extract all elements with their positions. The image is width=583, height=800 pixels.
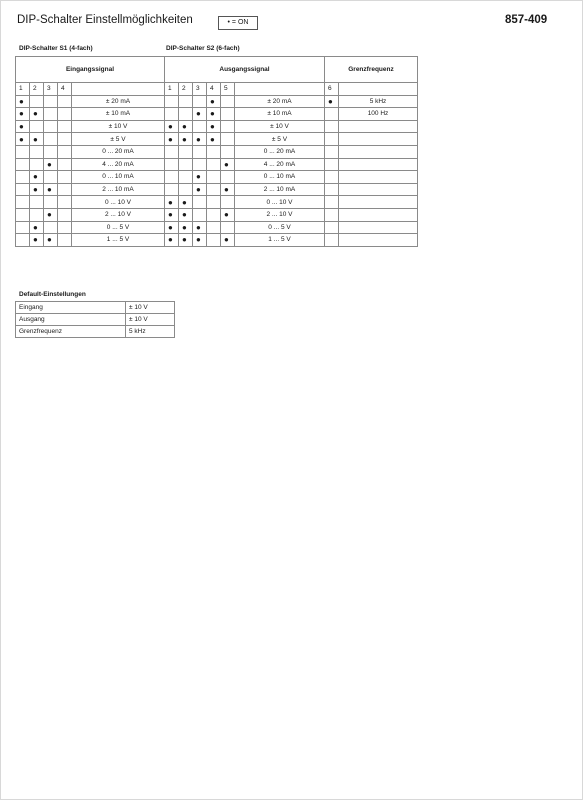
s1-switch-state bbox=[58, 108, 72, 121]
s2-switch-state bbox=[165, 183, 179, 196]
output-signal-value: 0 ... 5 V bbox=[235, 221, 325, 234]
output-signal-value: ± 10 mA bbox=[235, 108, 325, 121]
input-signal-value: 0 ... 5 V bbox=[72, 221, 165, 234]
s2-switch-6-state bbox=[325, 120, 339, 133]
output-signal-value: ± 20 mA bbox=[235, 95, 325, 108]
s1-switch-state: ● bbox=[30, 183, 44, 196]
s1-switch-state bbox=[58, 183, 72, 196]
s2-switch-state bbox=[179, 171, 193, 184]
s2-switch-state: ● bbox=[179, 221, 193, 234]
empty-cell bbox=[339, 183, 418, 196]
empty-cell bbox=[339, 145, 418, 158]
default-settings-table bbox=[15, 301, 175, 338]
empty-cell bbox=[339, 208, 418, 221]
table-row bbox=[16, 120, 418, 133]
s1-switch-state: ● bbox=[16, 95, 30, 108]
s2-switch-6-state bbox=[325, 171, 339, 184]
s1-switch-state bbox=[58, 208, 72, 221]
empty-cell bbox=[339, 83, 418, 96]
table-row bbox=[16, 196, 418, 209]
table-row bbox=[16, 302, 175, 314]
dip-s1-label: DIP-Schalter S1 (4-fach) bbox=[19, 45, 93, 52]
s2-switch-state bbox=[193, 145, 207, 158]
input-signal-value: ± 20 mA bbox=[72, 95, 165, 108]
s2-switch-state: ● bbox=[165, 196, 179, 209]
s2-switch-state bbox=[221, 145, 235, 158]
empty-cell bbox=[339, 234, 418, 247]
s1-switch-state bbox=[44, 221, 58, 234]
s2-switch-state bbox=[193, 158, 207, 171]
empty-cell bbox=[72, 83, 165, 96]
default-settings-body bbox=[16, 302, 175, 338]
s1-switch-state bbox=[44, 133, 58, 146]
table-row bbox=[16, 145, 418, 158]
s2-switch-state bbox=[179, 108, 193, 121]
s1-switch-state bbox=[16, 158, 30, 171]
empty-cell bbox=[339, 221, 418, 234]
empty-cell bbox=[339, 196, 418, 209]
empty-cell bbox=[235, 83, 325, 96]
s2-switch-state bbox=[165, 95, 179, 108]
input-signal-value: 2 ... 10 V bbox=[72, 208, 165, 221]
s2-switch-number: 2 bbox=[179, 83, 193, 96]
on-legend: • = ON bbox=[218, 16, 258, 30]
s1-switch-state bbox=[58, 95, 72, 108]
empty-cell bbox=[339, 133, 418, 146]
s1-switch-state bbox=[16, 221, 30, 234]
table-row bbox=[16, 314, 175, 326]
page-title: DIP-Schalter Einstellmöglichkeiten bbox=[17, 14, 193, 26]
output-signal-header: Ausgangssignal bbox=[165, 57, 325, 83]
input-signal-value: 2 ... 10 mA bbox=[72, 183, 165, 196]
s2-switch-state: ● bbox=[165, 234, 179, 247]
s1-switch-state bbox=[44, 95, 58, 108]
s1-switch-state bbox=[44, 196, 58, 209]
s1-switch-state bbox=[58, 158, 72, 171]
s1-switch-state bbox=[58, 196, 72, 209]
default-value: 5 kHz bbox=[126, 326, 175, 338]
s2-switch-state: ● bbox=[221, 158, 235, 171]
s1-switch-state bbox=[16, 234, 30, 247]
s2-switch-state: ● bbox=[207, 108, 221, 121]
s1-switch-state bbox=[58, 120, 72, 133]
s2-switch-6-state bbox=[325, 133, 339, 146]
s2-switch-number: 3 bbox=[193, 83, 207, 96]
default-value: ± 10 V bbox=[126, 314, 175, 326]
s2-switch-6-state bbox=[325, 234, 339, 247]
s2-switch-6-state bbox=[325, 208, 339, 221]
input-signal-value: 1 ... 5 V bbox=[72, 234, 165, 247]
s1-switch-state bbox=[16, 208, 30, 221]
s2-switch-state bbox=[207, 158, 221, 171]
s2-switch-state bbox=[221, 196, 235, 209]
s2-switch-state bbox=[179, 95, 193, 108]
s2-switch-state bbox=[193, 196, 207, 209]
table-row bbox=[16, 221, 418, 234]
s2-switch-6-state bbox=[325, 183, 339, 196]
s2-switch-number: 4 bbox=[207, 83, 221, 96]
output-signal-value: ± 5 V bbox=[235, 133, 325, 146]
s2-switch-state bbox=[207, 183, 221, 196]
s2-switch-state: ● bbox=[221, 234, 235, 247]
s1-switch-state bbox=[44, 145, 58, 158]
s1-switch-state bbox=[16, 145, 30, 158]
output-signal-value: 0 ... 10 mA bbox=[235, 171, 325, 184]
output-signal-value: 2 ... 10 mA bbox=[235, 183, 325, 196]
s2-switch-state: ● bbox=[179, 208, 193, 221]
output-signal-value: 1 ... 5 V bbox=[235, 234, 325, 247]
s2-switch-number: 1 bbox=[165, 83, 179, 96]
s2-switch-state bbox=[221, 95, 235, 108]
s2-switch-state: ● bbox=[165, 120, 179, 133]
s1-switch-state bbox=[58, 171, 72, 184]
default-label: Eingang bbox=[16, 302, 126, 314]
table-row bbox=[16, 326, 175, 338]
s2-switch-6-state bbox=[325, 196, 339, 209]
s1-switch-state: ● bbox=[30, 221, 44, 234]
s2-switch-state bbox=[179, 145, 193, 158]
empty-cell bbox=[339, 120, 418, 133]
s2-switch-state bbox=[207, 221, 221, 234]
input-signal-value: 4 ... 20 mA bbox=[72, 158, 165, 171]
s1-switch-state: ● bbox=[44, 208, 58, 221]
s2-switch-6-state bbox=[325, 108, 339, 121]
s2-switch-6-state bbox=[325, 221, 339, 234]
s2-switch-state: ● bbox=[193, 221, 207, 234]
s1-switch-state bbox=[44, 171, 58, 184]
s1-switch-state bbox=[16, 196, 30, 209]
s1-switch-state bbox=[30, 95, 44, 108]
s2-switch-state bbox=[193, 208, 207, 221]
input-signal-value: ± 10 mA bbox=[72, 108, 165, 121]
input-signal-value: ± 5 V bbox=[72, 133, 165, 146]
default-value: ± 10 V bbox=[126, 302, 175, 314]
dip-s2-label: DIP-Schalter S2 (6-fach) bbox=[166, 45, 240, 52]
s2-switch-6-state bbox=[325, 158, 339, 171]
table-row bbox=[16, 183, 418, 196]
s2-switch-state bbox=[179, 158, 193, 171]
s2-switch-6-state bbox=[325, 145, 339, 158]
input-signal-value: ± 10 V bbox=[72, 120, 165, 133]
input-signal-value: 0 ... 10 V bbox=[72, 196, 165, 209]
s2-switch-state bbox=[165, 145, 179, 158]
input-signal-value: 0 ... 20 mA bbox=[72, 145, 165, 158]
s1-switch-state bbox=[30, 158, 44, 171]
s1-switch-state bbox=[58, 221, 72, 234]
s2-switch-state: ● bbox=[179, 234, 193, 247]
s2-switch-number: 5 bbox=[221, 83, 235, 96]
s2-switch-state bbox=[221, 120, 235, 133]
s2-switch-state: ● bbox=[193, 183, 207, 196]
s2-switch-state: ● bbox=[165, 221, 179, 234]
s1-switch-state bbox=[30, 120, 44, 133]
s2-switch-state: ● bbox=[207, 133, 221, 146]
s1-switch-state bbox=[16, 171, 30, 184]
s1-switch-state: ● bbox=[16, 133, 30, 146]
s1-switch-number: 2 bbox=[30, 83, 44, 96]
s1-switch-state: ● bbox=[30, 133, 44, 146]
s1-switch-state: ● bbox=[44, 234, 58, 247]
dip-switch-table bbox=[15, 56, 418, 247]
table-row bbox=[16, 208, 418, 221]
s1-switch-state bbox=[44, 120, 58, 133]
s1-switch-state: ● bbox=[16, 108, 30, 121]
s2-switch-state bbox=[165, 108, 179, 121]
output-signal-value: ± 10 V bbox=[235, 120, 325, 133]
document-number: 857-409 bbox=[505, 14, 548, 26]
s2-switch-state: ● bbox=[179, 133, 193, 146]
s1-switch-state: ● bbox=[30, 171, 44, 184]
table-row bbox=[16, 133, 418, 146]
table-row bbox=[16, 158, 418, 171]
dip-switch-table-body bbox=[16, 95, 418, 246]
s2-switch-6-state: ● bbox=[325, 95, 339, 108]
s2-switch-state bbox=[165, 158, 179, 171]
s1-switch-state bbox=[30, 196, 44, 209]
s2-switch-state bbox=[221, 221, 235, 234]
s1-switch-number: 3 bbox=[44, 83, 58, 96]
cutoff-frequency-header: Grenzfrequenz bbox=[325, 57, 418, 83]
output-signal-value: 0 ... 10 V bbox=[235, 196, 325, 209]
default-label: Grenzfrequenz bbox=[16, 326, 126, 338]
input-signal-header: Eingangssignal bbox=[16, 57, 165, 83]
s2-switch-state: ● bbox=[221, 183, 235, 196]
s2-switch-state bbox=[207, 208, 221, 221]
s2-switch-state bbox=[193, 120, 207, 133]
s2-switch-state: ● bbox=[179, 196, 193, 209]
s2-switch-state bbox=[207, 145, 221, 158]
s2-switch-state bbox=[207, 234, 221, 247]
s2-switch-state: ● bbox=[207, 95, 221, 108]
s1-switch-state: ● bbox=[44, 183, 58, 196]
default-settings-title: Default-Einstellungen bbox=[19, 291, 86, 298]
s1-switch-number: 1 bbox=[16, 83, 30, 96]
s2-switch-state: ● bbox=[193, 133, 207, 146]
s2-switch-number: 6 bbox=[325, 83, 339, 96]
s2-switch-state: ● bbox=[207, 120, 221, 133]
table-row bbox=[16, 234, 418, 247]
s1-switch-state: ● bbox=[16, 120, 30, 133]
s2-switch-state: ● bbox=[165, 208, 179, 221]
output-signal-value: 0 ... 20 mA bbox=[235, 145, 325, 158]
s2-switch-state: ● bbox=[193, 108, 207, 121]
s1-switch-state bbox=[58, 133, 72, 146]
s2-switch-state bbox=[193, 95, 207, 108]
table-row bbox=[16, 108, 418, 121]
s1-switch-number: 4 bbox=[58, 83, 72, 96]
cutoff-frequency-value: 5 kHz bbox=[339, 95, 418, 108]
s1-switch-state bbox=[30, 208, 44, 221]
s1-switch-state bbox=[44, 108, 58, 121]
cutoff-frequency-value: 100 Hz bbox=[339, 108, 418, 121]
s2-switch-state bbox=[221, 108, 235, 121]
s2-switch-state bbox=[207, 171, 221, 184]
default-label: Ausgang bbox=[16, 314, 126, 326]
table-row bbox=[16, 95, 418, 108]
s1-switch-state bbox=[58, 145, 72, 158]
s1-switch-state bbox=[30, 145, 44, 158]
s1-switch-state: ● bbox=[30, 108, 44, 121]
s2-switch-state: ● bbox=[179, 120, 193, 133]
s1-switch-state: ● bbox=[30, 234, 44, 247]
s1-switch-state bbox=[16, 183, 30, 196]
empty-cell bbox=[339, 171, 418, 184]
output-signal-value: 2 ... 10 V bbox=[235, 208, 325, 221]
s1-switch-state: ● bbox=[44, 158, 58, 171]
output-signal-value: 4 ... 20 mA bbox=[235, 158, 325, 171]
s2-switch-state: ● bbox=[193, 171, 207, 184]
s2-switch-state: ● bbox=[165, 133, 179, 146]
s2-switch-state bbox=[221, 171, 235, 184]
input-signal-value: 0 ... 10 mA bbox=[72, 171, 165, 184]
s1-switch-state bbox=[58, 234, 72, 247]
s2-switch-state bbox=[207, 196, 221, 209]
s2-switch-state bbox=[179, 183, 193, 196]
empty-cell bbox=[339, 158, 418, 171]
s2-switch-state: ● bbox=[193, 234, 207, 247]
s2-switch-state: ● bbox=[221, 208, 235, 221]
table-row bbox=[16, 171, 418, 184]
s2-switch-state bbox=[165, 171, 179, 184]
s2-switch-state bbox=[221, 133, 235, 146]
